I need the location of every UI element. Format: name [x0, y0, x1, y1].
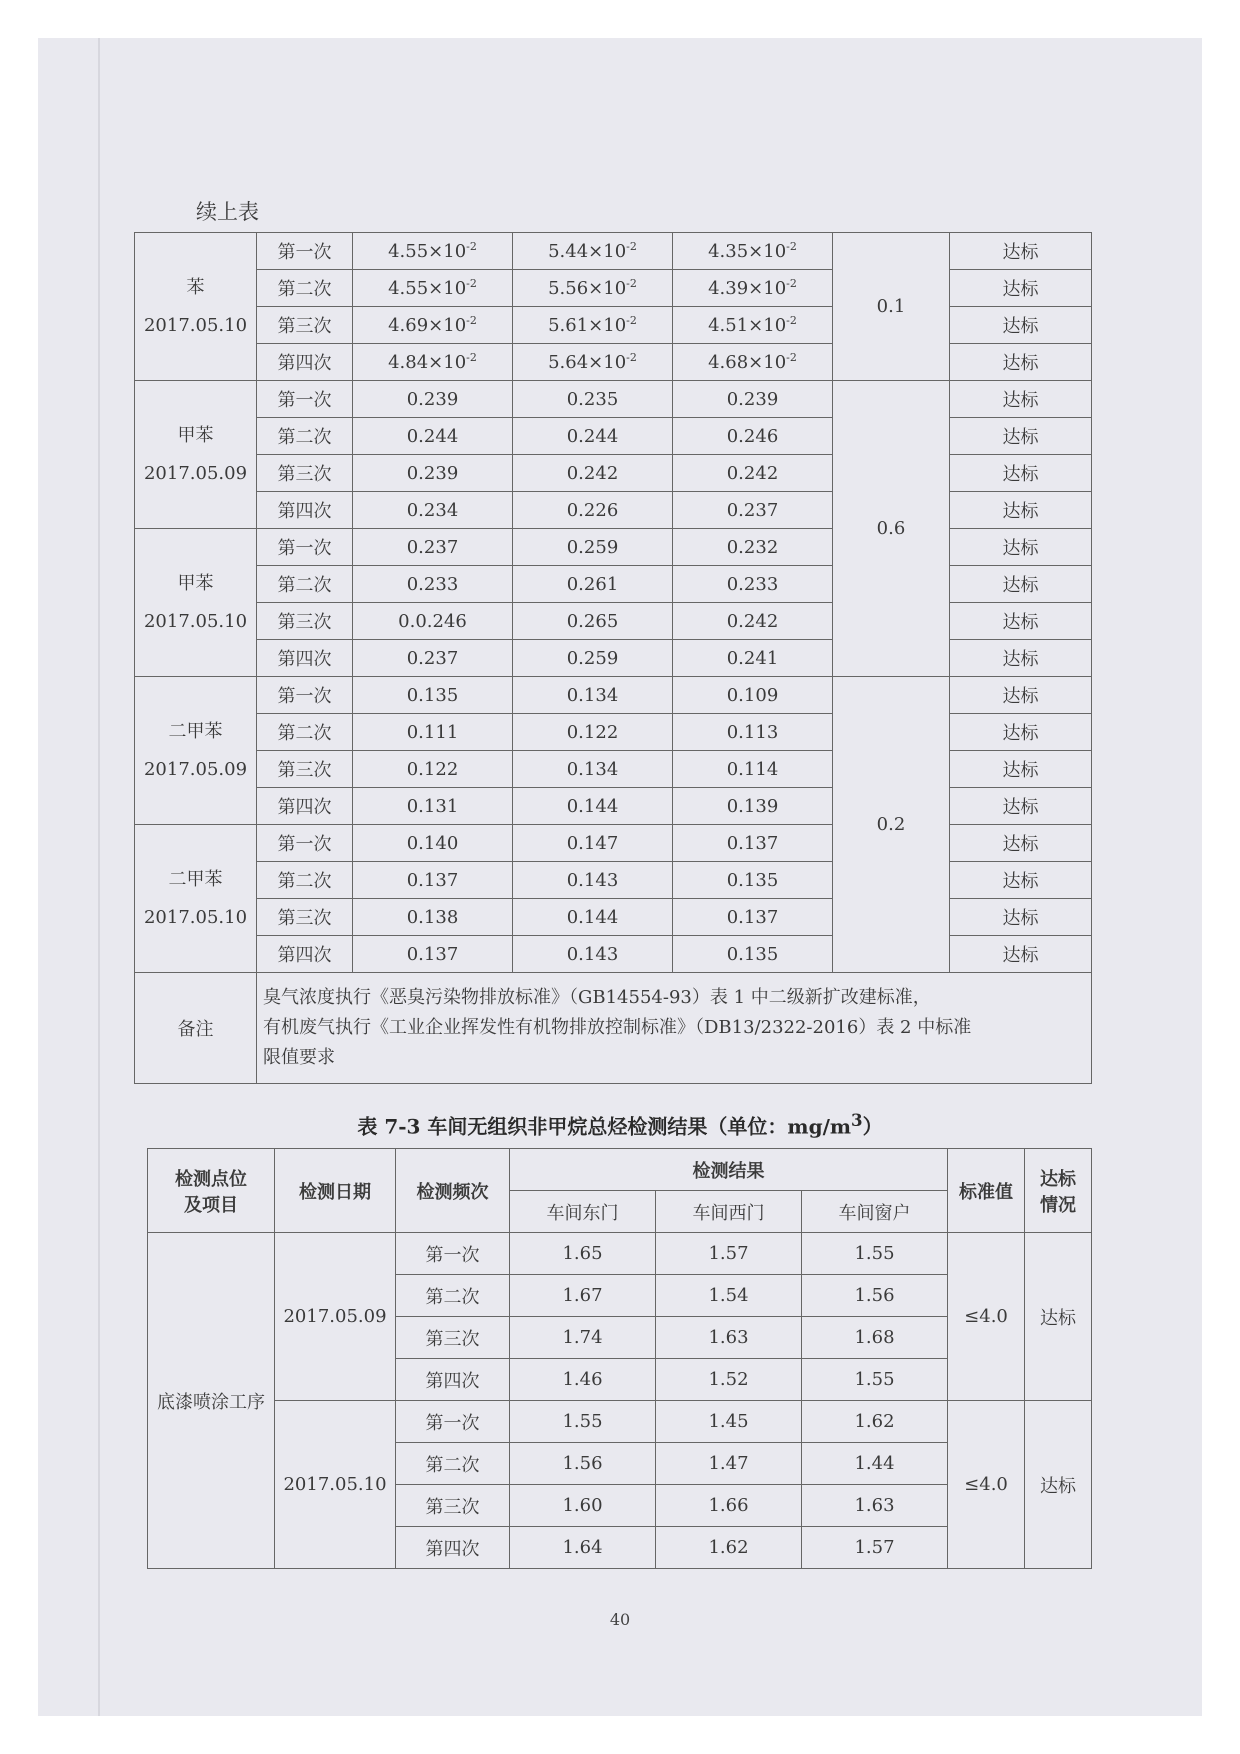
- value-cell: [353, 307, 513, 344]
- value-exponent: -2: [786, 351, 797, 364]
- compliance-cell: 达标: [1025, 1401, 1092, 1569]
- value-cell: [673, 233, 833, 270]
- pollutant-date-cell: [135, 233, 257, 381]
- value-cell: 1.47: [656, 1443, 802, 1485]
- continued-results-table: [134, 232, 1092, 1084]
- frequency-cell: 第一次: [257, 677, 353, 714]
- times-ten: ×10: [748, 352, 787, 373]
- value-cell: 0.143: [513, 862, 673, 899]
- value-cell: 0.235: [513, 381, 673, 418]
- value-cell: 0.242: [673, 603, 833, 640]
- value-cell: 1.63: [802, 1485, 948, 1527]
- times-ten: ×10: [748, 315, 787, 336]
- value-mantissa: 4.51: [708, 315, 749, 336]
- value-mantissa: 4.84: [388, 352, 429, 373]
- frequency-cell: 第二次: [257, 418, 353, 455]
- frequency-cell: 第一次: [257, 233, 353, 270]
- times-ten: ×10: [588, 241, 627, 262]
- value-cell: 0.137: [353, 862, 513, 899]
- frequency-cell: 第三次: [396, 1485, 510, 1527]
- value-exponent: -2: [786, 277, 797, 290]
- value-cell: 1.62: [802, 1401, 948, 1443]
- value-mantissa: 4.35: [708, 241, 749, 262]
- value-cell: [513, 307, 673, 344]
- value-cell: 1.68: [802, 1317, 948, 1359]
- value-cell: 0.131: [353, 788, 513, 825]
- compliance-cell: 达标: [950, 455, 1092, 492]
- compliance-cell: 达标: [950, 714, 1092, 751]
- value-cell: 1.63: [656, 1317, 802, 1359]
- value-cell: 1.67: [510, 1275, 656, 1317]
- frequency-cell: 第三次: [257, 603, 353, 640]
- value-cell: 0.237: [673, 492, 833, 529]
- pollutant-name: 二甲苯: [168, 868, 223, 890]
- value-mantissa: 5.64: [548, 352, 589, 373]
- value-cell: 0.237: [353, 529, 513, 566]
- frequency-cell: 第一次: [396, 1233, 510, 1275]
- sampling-date: 2017.05.09: [143, 758, 248, 780]
- value-exponent: -2: [626, 314, 637, 327]
- value-mantissa: 4.39: [708, 278, 749, 299]
- compliance-cell: 达标: [950, 307, 1092, 344]
- value-cell: 1.57: [802, 1527, 948, 1569]
- header-point-line: 及项目: [184, 1194, 238, 1216]
- value-exponent: -2: [466, 277, 477, 290]
- frequency-cell: 第三次: [257, 751, 353, 788]
- value-cell: 0.226: [513, 492, 673, 529]
- times-ten: ×10: [588, 278, 627, 299]
- frequency-cell: 第二次: [257, 714, 353, 751]
- pollutant-date-cell: [135, 529, 257, 677]
- pollutant-name: 甲苯: [177, 572, 214, 594]
- pollutant-date-cell: [135, 825, 257, 973]
- compliance-cell: 达标: [950, 825, 1092, 862]
- value-cell: 0.242: [513, 455, 673, 492]
- value-cell: 0.239: [673, 381, 833, 418]
- value-exponent: -2: [786, 314, 797, 327]
- header-standard: 标准值: [948, 1149, 1025, 1233]
- value-cell: 0.122: [353, 751, 513, 788]
- frequency-cell: 第四次: [396, 1527, 510, 1569]
- value-cell: 0.111: [353, 714, 513, 751]
- times-ten: ×10: [748, 241, 787, 262]
- value-exponent: -2: [466, 240, 477, 253]
- sampling-date: 2017.05.10: [143, 610, 248, 632]
- value-mantissa: 5.56: [548, 278, 589, 299]
- remark-line: 有机废气执行《工业企业挥发性有机物排放控制标准》（DB13/2322-2016）表 2 中标准: [263, 1017, 972, 1038]
- value-cell: 0.239: [353, 455, 513, 492]
- value-cell: 1.57: [656, 1233, 802, 1275]
- times-ten: ×10: [588, 315, 627, 336]
- value-cell: 0.261: [513, 566, 673, 603]
- times-ten: ×10: [428, 278, 467, 299]
- value-cell: [353, 233, 513, 270]
- value-cell: 0.114: [673, 751, 833, 788]
- value-cell: 1.60: [510, 1485, 656, 1527]
- value-cell: 0.137: [673, 825, 833, 862]
- header-point-line: 检测点位: [175, 1168, 247, 1190]
- binding-edge: [98, 38, 100, 1716]
- value-cell: 0.140: [353, 825, 513, 862]
- value-cell: [513, 344, 673, 381]
- value-cell: 1.54: [656, 1275, 802, 1317]
- value-cell: 1.65: [510, 1233, 656, 1275]
- value-cell: [513, 233, 673, 270]
- value-cell: 0.113: [673, 714, 833, 751]
- standard-value-cell: ≤4.0: [948, 1233, 1025, 1401]
- compliance-cell: 达标: [950, 233, 1092, 270]
- value-cell: 0.233: [673, 566, 833, 603]
- frequency-cell: 第四次: [257, 936, 353, 973]
- times-ten: ×10: [428, 241, 467, 262]
- value-cell: 0.233: [353, 566, 513, 603]
- value-cell: 0.137: [353, 936, 513, 973]
- value-cell: 1.66: [656, 1485, 802, 1527]
- pollutant-name: 苯: [186, 276, 205, 298]
- value-mantissa: 4.68: [708, 352, 749, 373]
- value-cell: 0.232: [673, 529, 833, 566]
- compliance-cell: 达标: [950, 603, 1092, 640]
- value-cell: 0.244: [513, 418, 673, 455]
- header-frequency: 检测频次: [396, 1149, 510, 1233]
- frequency-cell: 第四次: [257, 344, 353, 381]
- pollutant-date-cell: [135, 381, 257, 529]
- compliance-cell: 达标: [950, 640, 1092, 677]
- header-point: [148, 1149, 275, 1233]
- standard-value-cell: 0.6: [833, 381, 950, 677]
- table-row: [148, 1233, 1092, 1275]
- frequency-cell: 第一次: [396, 1401, 510, 1443]
- value-cell: 0.134: [513, 751, 673, 788]
- value-exponent: -2: [626, 240, 637, 253]
- value-exponent: -2: [626, 277, 637, 290]
- header-status-line: 情况: [1040, 1194, 1077, 1216]
- pollutant-date-cell: [135, 677, 257, 825]
- date-cell: 2017.05.09: [275, 1233, 396, 1401]
- standard-value-cell: ≤4.0: [948, 1401, 1025, 1569]
- continued-label: 续上表: [196, 200, 259, 224]
- value-cell: 0.138: [353, 899, 513, 936]
- remark-row: [135, 973, 1092, 1084]
- frequency-cell: 第一次: [257, 825, 353, 862]
- compliance-cell: 达标: [950, 492, 1092, 529]
- compliance-cell: 达标: [950, 899, 1092, 936]
- table-row: [135, 677, 1092, 714]
- value-exponent: -2: [626, 351, 637, 364]
- value-exponent: -2: [466, 314, 477, 327]
- frequency-cell: 第二次: [257, 270, 353, 307]
- frequency-cell: 第三次: [396, 1317, 510, 1359]
- sampling-date: 2017.05.10: [143, 906, 248, 928]
- value-cell: 0.147: [513, 825, 673, 862]
- table-row: [135, 381, 1092, 418]
- frequency-cell: 第三次: [257, 899, 353, 936]
- compliance-cell: 达标: [950, 270, 1092, 307]
- value-cell: 0.244: [353, 418, 513, 455]
- pollutant-name: 二甲苯: [168, 720, 223, 742]
- value-cell: 0.259: [513, 529, 673, 566]
- frequency-cell: 第一次: [257, 529, 353, 566]
- value-mantissa: 4.55: [388, 241, 429, 262]
- value-exponent: -2: [466, 351, 477, 364]
- compliance-cell: 达标: [1025, 1233, 1092, 1401]
- value-cell: 1.46: [510, 1359, 656, 1401]
- value-cell: [353, 270, 513, 307]
- value-cell: 0.241: [673, 640, 833, 677]
- value-cell: [513, 270, 673, 307]
- value-cell: 0.246: [673, 418, 833, 455]
- header-status: [1025, 1149, 1092, 1233]
- value-cell: [673, 270, 833, 307]
- sampling-date: 2017.05.10: [143, 314, 248, 336]
- value-cell: 0.234: [353, 492, 513, 529]
- standard-value-cell: 0.2: [833, 677, 950, 973]
- value-cell: 0.265: [513, 603, 673, 640]
- value-cell: 0.143: [513, 936, 673, 973]
- value-cell: 1.74: [510, 1317, 656, 1359]
- value-cell: 0.144: [513, 899, 673, 936]
- table-row: [135, 233, 1092, 270]
- value-cell: [673, 344, 833, 381]
- compliance-cell: 达标: [950, 418, 1092, 455]
- remark-line: 臭气浓度执行《恶臭污染物排放标准》（GB14554-93）表 1 中二级新扩改建标准，: [263, 987, 931, 1008]
- compliance-cell: 达标: [950, 529, 1092, 566]
- times-ten: ×10: [428, 352, 467, 373]
- value-cell: 0.109: [673, 677, 833, 714]
- value-cell: 1.56: [802, 1275, 948, 1317]
- value-mantissa: 4.55: [388, 278, 429, 299]
- frequency-cell: 第一次: [257, 381, 353, 418]
- value-cell: 0.135: [353, 677, 513, 714]
- value-cell: 0.0.246: [353, 603, 513, 640]
- frequency-cell: 第二次: [257, 566, 353, 603]
- value-cell: 1.55: [802, 1233, 948, 1275]
- value-cell: 0.139: [673, 788, 833, 825]
- times-ten: ×10: [748, 278, 787, 299]
- value-cell: 0.122: [513, 714, 673, 751]
- value-exponent: -2: [786, 240, 797, 253]
- value-cell: 0.134: [513, 677, 673, 714]
- page-number: 40: [609, 1610, 631, 1629]
- header-location: 车间窗户: [802, 1191, 948, 1233]
- compliance-cell: 达标: [950, 566, 1092, 603]
- frequency-cell: 第三次: [257, 307, 353, 344]
- value-cell: 0.239: [353, 381, 513, 418]
- compliance-cell: 达标: [950, 344, 1092, 381]
- value-cell: 0.259: [513, 640, 673, 677]
- value-cell: [353, 344, 513, 381]
- value-cell: 1.52: [656, 1359, 802, 1401]
- table-row: [148, 1401, 1092, 1443]
- header-results: 检测结果: [510, 1149, 948, 1191]
- remark-label: 备注: [135, 973, 257, 1084]
- frequency-cell: 第三次: [257, 455, 353, 492]
- pollutant-name: 甲苯: [177, 424, 214, 446]
- header-location: 车间西门: [656, 1191, 802, 1233]
- point-cell: 底漆喷涂工序: [148, 1233, 275, 1569]
- compliance-cell: 达标: [950, 381, 1092, 418]
- value-mantissa: 5.44: [548, 241, 589, 262]
- frequency-cell: 第四次: [257, 492, 353, 529]
- date-cell: 2017.05.10: [275, 1401, 396, 1569]
- value-cell: 0.137: [673, 899, 833, 936]
- value-cell: 1.55: [510, 1401, 656, 1443]
- value-cell: 1.55: [802, 1359, 948, 1401]
- value-cell: [673, 307, 833, 344]
- nmhc-results-table: [147, 1148, 1092, 1569]
- compliance-cell: 达标: [950, 862, 1092, 899]
- value-cell: 1.45: [656, 1401, 802, 1443]
- value-mantissa: 5.61: [548, 315, 589, 336]
- compliance-cell: 达标: [950, 936, 1092, 973]
- remark-line: 限值要求: [263, 1047, 335, 1068]
- compliance-cell: 达标: [950, 751, 1092, 788]
- times-ten: ×10: [428, 315, 467, 336]
- value-cell: 1.64: [510, 1527, 656, 1569]
- compliance-cell: 达标: [950, 677, 1092, 714]
- sampling-date: 2017.05.09: [143, 462, 248, 484]
- frequency-cell: 第二次: [396, 1443, 510, 1485]
- remark-text: [257, 973, 1092, 1084]
- value-cell: 0.135: [673, 936, 833, 973]
- standard-value-cell: 0.1: [833, 233, 950, 381]
- frequency-cell: 第四次: [396, 1359, 510, 1401]
- value-cell: 0.242: [673, 455, 833, 492]
- table-caption: 表 7-3 车间无组织非甲烷总烃检测结果（单位：$mg/m^3$）: [357, 1110, 883, 1139]
- compliance-cell: 达标: [950, 788, 1092, 825]
- value-cell: 1.44: [802, 1443, 948, 1485]
- value-cell: 0.135: [673, 862, 833, 899]
- frequency-cell: 第四次: [257, 640, 353, 677]
- value-cell: 1.56: [510, 1443, 656, 1485]
- value-cell: 1.62: [656, 1527, 802, 1569]
- header-date: 检测日期: [275, 1149, 396, 1233]
- frequency-cell: 第二次: [396, 1275, 510, 1317]
- frequency-cell: 第二次: [257, 862, 353, 899]
- value-cell: 0.237: [353, 640, 513, 677]
- value-cell: 0.144: [513, 788, 673, 825]
- times-ten: ×10: [588, 352, 627, 373]
- frequency-cell: 第四次: [257, 788, 353, 825]
- header-location: 车间东门: [510, 1191, 656, 1233]
- header-status-line: 达标: [1040, 1168, 1077, 1190]
- value-mantissa: 4.69: [388, 315, 429, 336]
- header-row: [148, 1149, 1092, 1191]
